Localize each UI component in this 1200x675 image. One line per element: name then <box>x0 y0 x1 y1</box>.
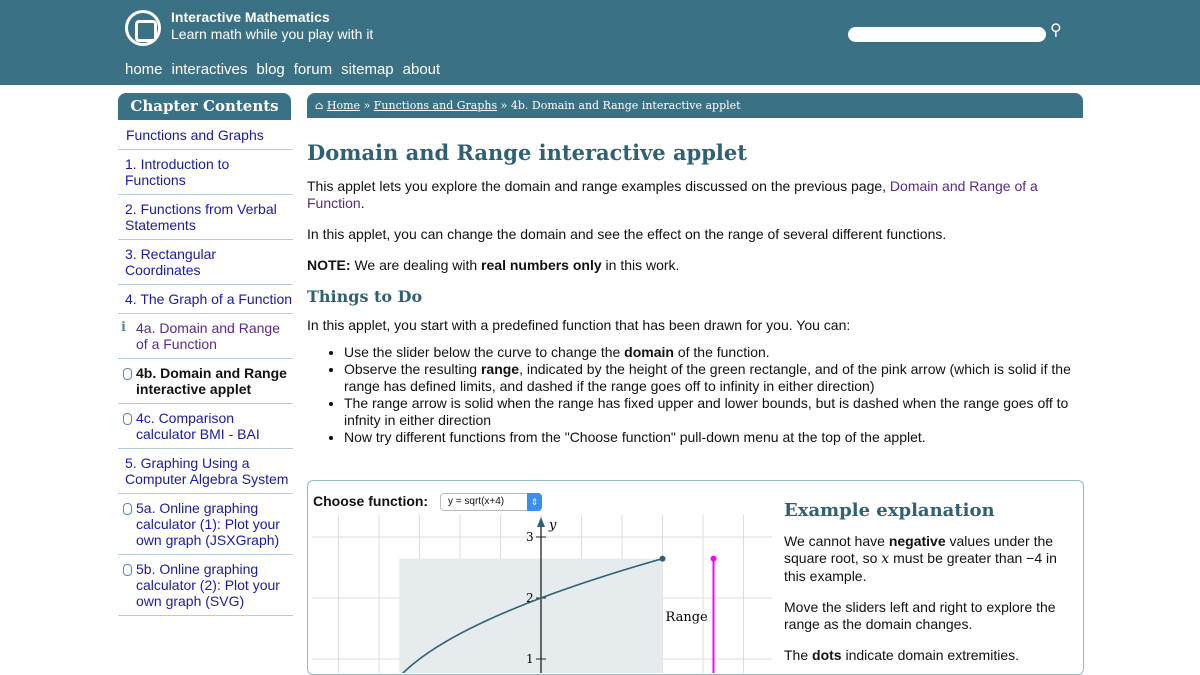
site-tagline: Learn math while you play with it <box>171 26 374 42</box>
list-item: • Use the slider below the curve to change the domain of the function. <box>344 344 1083 361</box>
search-input[interactable] <box>848 27 1046 42</box>
breadcrumb-home[interactable]: Home <box>326 99 361 112</box>
intro-paragraph: This applet lets you explore the domain and range examples discussed on the previous page, Domain and Range of a Function. <box>307 178 1038 211</box>
page-title: Domain and Range interactive applet <box>307 140 747 165</box>
info-icon: i <box>121 320 126 335</box>
paragraph: In this applet, you can change the domain and see the effect on the range of several different functions. <box>307 226 947 242</box>
domain-range-link[interactable]: Domain and Range of a Function <box>307 178 1038 211</box>
site-logo[interactable] <box>125 10 161 46</box>
sidebar <box>118 120 293 616</box>
y-axis-arrow <box>537 517 545 527</box>
sidebar-item-label: 1. Introduction to Functions <box>125 156 230 188</box>
main-nav <box>125 61 440 78</box>
site-title[interactable]: Interactive Mathematics <box>171 9 330 25</box>
nav-blog[interactable]: blog <box>256 61 285 78</box>
list-item: • Observe the resulting range, indicated by the height of the green rectangle, and of the pink arrow (which is solid if the range has defined limits, and dashed if the range goes off to infinity in either direction) <box>344 361 1083 395</box>
sidebar-item[interactable] <box>118 285 293 314</box>
breadcrumb-current: 4b. Domain and Range interactive applet <box>510 99 741 112</box>
explanation-p1: We cannot have negative values under the square root, so x must be greater than −4 in this example. <box>784 533 1057 584</box>
breadcrumb-section[interactable]: Functions and Graphs <box>373 99 498 112</box>
sidebar-item[interactable] <box>118 195 293 240</box>
sidebar-item-label: 5a. Online graphing calculator (1): Plot your own graph (JSXGraph) <box>136 500 280 548</box>
explanation-title: Example explanation <box>784 500 995 521</box>
main-content <box>307 140 1083 446</box>
mouse-icon <box>121 365 136 397</box>
explanation-p3: The dots indicate domain extremities. <box>784 647 1019 663</box>
sidebar-item <box>118 359 293 404</box>
sidebar-item-label: 4c. Comparison calculator BMI - BAI <box>136 410 260 442</box>
things-list <box>344 344 1083 446</box>
sidebar-item-label: 5b. Online graphing calculator (2): Plot your own graph (SVG) <box>136 561 280 609</box>
sidebar-item-label: 4. The Graph of a Function <box>125 291 293 307</box>
range-label: Range <box>665 610 708 625</box>
sidebar-item-label: 3. Rectangular Coordinates <box>125 246 217 278</box>
sidebar-item-label: 4a. Domain and Range of a Function <box>136 320 280 352</box>
sidebar-item-label: 4b. Domain and Range interactive applet <box>136 365 287 397</box>
home-icon: ⌂ <box>315 99 324 112</box>
search-icon[interactable]: ⚲ <box>1050 22 1062 39</box>
chapter-contents-heading: Chapter Contents <box>118 93 291 120</box>
sidebar-item-label: 2. Functions from Verbal Statements <box>125 201 277 233</box>
range-top-dot <box>711 556 717 562</box>
things-heading: Things to Do <box>307 287 423 306</box>
applet-panel <box>307 480 1084 675</box>
sidebar-item[interactable] <box>118 404 293 449</box>
breadcrumb-separator: » <box>363 99 371 112</box>
mouse-icon <box>121 500 136 548</box>
note: NOTE: We are dealing with real numbers only in this work. <box>307 257 680 273</box>
nav-interactives[interactable]: interactives <box>171 61 248 78</box>
mouse-icon <box>121 410 136 442</box>
breadcrumb-separator: » <box>500 99 508 112</box>
y-tick-label: 3 <box>526 530 534 544</box>
list-item: • Now try different functions from the "Choose function" pull-down menu at the top of the applet. <box>344 429 1083 446</box>
list-item: • The range arrow is solid when the range has fixed upper and lower bounds, but is dashed when the range goes off to infnity in either direction <box>344 395 1083 429</box>
function-select[interactable]: y = sqrt(x+4) ⇕ <box>440 493 542 511</box>
nav-about[interactable]: about <box>402 61 441 78</box>
site-header <box>0 0 1200 85</box>
nav-sitemap[interactable]: sitemap <box>341 61 394 78</box>
sidebar-item[interactable] <box>118 449 293 494</box>
domain-endpoint-dot <box>660 556 666 562</box>
sidebar-item[interactable] <box>118 240 293 285</box>
mouse-icon <box>121 561 136 609</box>
y-tick-label: 1 <box>526 652 534 666</box>
y-tick-label: 2 <box>526 591 534 605</box>
select-arrows-icon: ⇕ <box>527 493 542 511</box>
y-axis-label: y <box>549 518 557 533</box>
choose-function-label: Choose function: <box>313 493 429 509</box>
sidebar-chapter-link[interactable]: Functions and Graphs <box>118 120 293 150</box>
nav-home[interactable]: home <box>125 61 163 78</box>
breadcrumb <box>307 93 1083 118</box>
function-graph[interactable] <box>312 515 772 673</box>
example-explanation <box>784 499 1076 664</box>
sidebar-item[interactable] <box>118 555 293 616</box>
sidebar-item-label: 5. Graphing Using a Computer Algebra System <box>125 455 289 487</box>
things-intro: In this applet, you start with a predefined function that has been drawn for you. You can: <box>307 317 851 333</box>
sidebar-item[interactable] <box>118 314 293 359</box>
sidebar-item[interactable] <box>118 494 293 555</box>
explanation-p2: Move the sliders left and right to explore the range as the domain changes. <box>784 599 1056 632</box>
nav-forum[interactable]: forum <box>293 61 333 78</box>
sidebar-item[interactable] <box>118 150 293 195</box>
